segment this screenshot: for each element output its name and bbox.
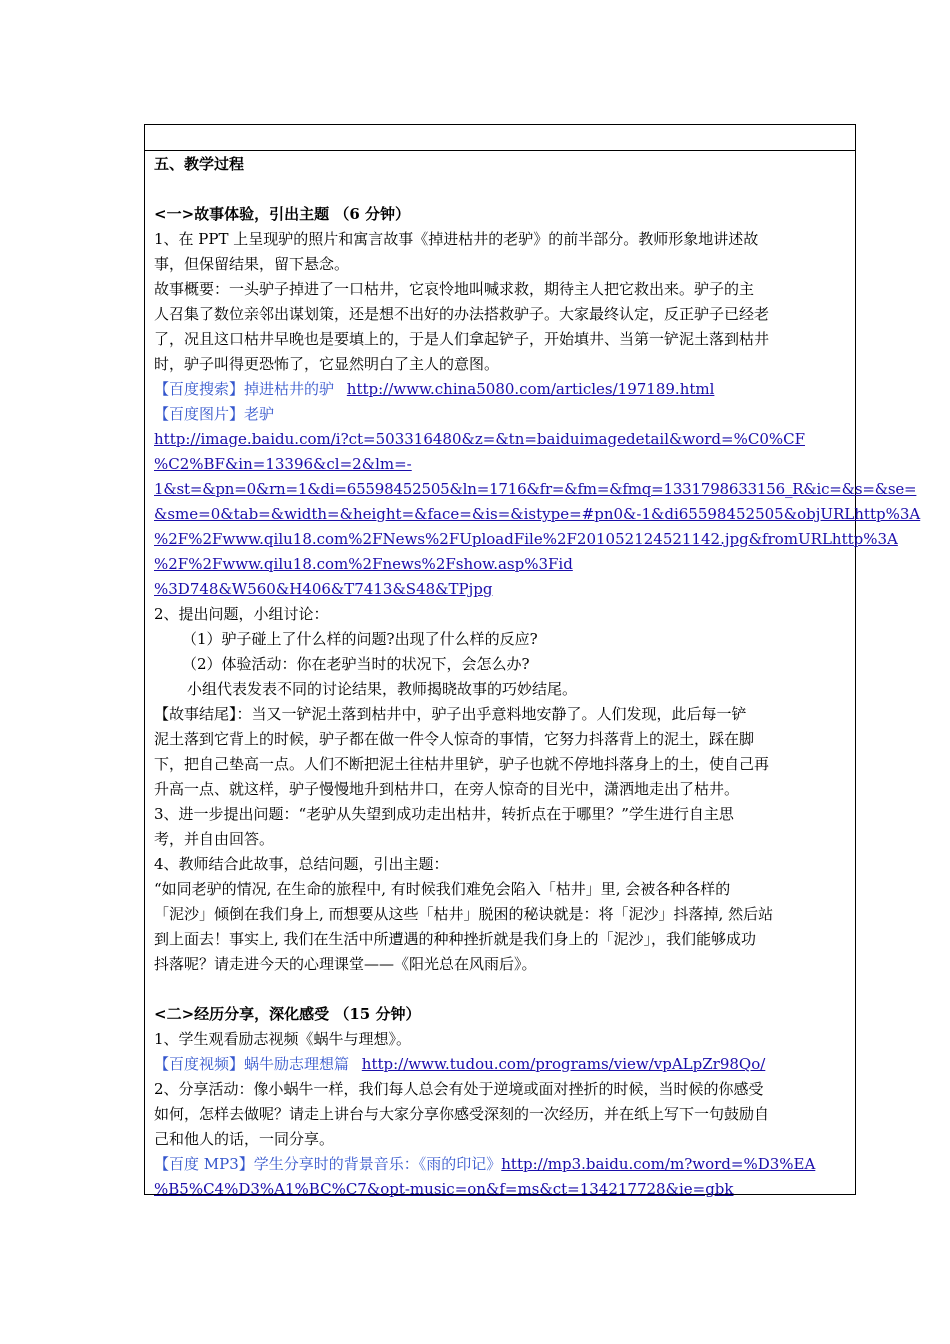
- part1-step4: 4、教师结合此故事，总结问题，引出主题：: [154, 855, 449, 873]
- quote-line3: 到上面去！事实上, 我们在生活中所遭遇的种种挫折就是我们身上的「泥沙」，我们能够成功: [154, 930, 757, 948]
- part1-step2: 2、提出问题，小组讨论：: [154, 605, 329, 623]
- baidu-mp3-tag: 【百度 MP3】学生分享时的背景音乐：《雨的印记》: [154, 1155, 502, 1173]
- story-ending-line3: 下，把自己垫高一点。人们不断把泥土往枯井里铲，驴子也就不停地抖落身上的土，使自己再: [154, 755, 770, 773]
- image-url-line5[interactable]: %2F%2Fwww.qilu18.com%2FNews%2FUploadFile%2F201052124521142.jpg&fromURLhttp%3A: [154, 530, 898, 548]
- baidu-video-tag: 【百度视频】蜗牛励志理想篇: [154, 1055, 350, 1073]
- section-title: 五、教学过程: [154, 155, 245, 173]
- quote-line2: 「泥沙」倾倒在我们身上, 而想要从这些「枯井」脱困的秘诀就是：将「泥沙」抖落掉, 然后站: [154, 905, 774, 923]
- image-url-line1[interactable]: http://image.baidu.com/i?ct=503316480&z=&tn=baiduimagedetail&word=%C0%CF: [154, 430, 805, 448]
- story-summary-line4: 时，驴子叫得更恐怖了，它显然明白了主人的意图。: [154, 355, 500, 373]
- baidu-image-tag: 【百度图片】老驴: [154, 405, 275, 423]
- image-url-line6[interactable]: %2F%2Fwww.qilu18.com%2Fnews%2Fshow.asp%3Fid: [154, 555, 573, 573]
- table-header-row: [145, 125, 855, 151]
- baidu-mp3-row: [154, 1154, 815, 1174]
- baidu-video-row: [154, 1054, 765, 1074]
- mp3-url-line2[interactable]: %B5%C4%D3%A1%BC%C7&opt-music=on&f=ms&ct=134217728&ie=gbk: [154, 1180, 734, 1198]
- part2-step2-line1: 2、分享活动：像小蜗牛一样，我们每人总会有处于逆境或面对挫折的时候，当时候的你感受: [154, 1080, 764, 1098]
- part2-step1: 1、学生观看励志视频《蜗牛与理想》。: [154, 1030, 412, 1048]
- mp3-url-line1[interactable]: http://mp3.baidu.com/m?word=%D3%EA: [501, 1155, 816, 1173]
- baidu-search-link[interactable]: http://www.china5080.com/articles/197189.html: [346, 380, 715, 398]
- quote-line1: “如同老驴的情况, 在生命的旅程中, 有时候我们难免会陷入「枯井」里, 会被各种各样的: [154, 880, 731, 898]
- story-summary-line2: 人召集了数位亲邻出谋划策，还是想不出好的办法搭救驴子。大家最终认定，反正驴子已经老: [154, 305, 770, 323]
- image-url-line3[interactable]: 1&st=&pn=0&rn=1&di=65598452505&ln=1716&fr=&fm=&fmq=1331798633156_R&ic=&s=&se=: [154, 480, 917, 498]
- story-summary-line3: 了，况且这口枯井早晚也是要填上的，于是人们拿起铲子，开始填井、当第一铲泥土落到枯井: [154, 330, 770, 348]
- story-ending-line1: 【故事结尾】：当又一铲泥土落到枯井中，驴子出乎意料地安静了。人们发现，此后每一铲: [154, 705, 747, 723]
- baidu-search-row: [154, 379, 714, 399]
- question-3: 小组代表发表不同的讨论结果，教师揭晓故事的巧妙结尾。: [187, 680, 578, 698]
- part1-step1-line2: 事，但保留结果，留下悬念。: [154, 255, 350, 273]
- lesson-table: [144, 124, 921, 1198]
- part1-step3-line2: 考，并自由回答。: [154, 830, 275, 848]
- story-ending-line4: 升高一点、就这样，驴子慢慢地升到枯井口，在旁人惊奇的目光中，潇洒地走出了枯井。: [154, 780, 740, 798]
- quote-line4: 抖落呢？请走进今天的心理课堂——《阳光总在风雨后》。: [154, 955, 537, 973]
- part1-heading: <一>故事体验，引出主题 （6 分钟）: [154, 205, 411, 223]
- part2-step2-line3: 己和他人的话，一同分享。: [154, 1130, 335, 1148]
- part2-step2-line2: 如何，怎样去做呢？请走上讲台与大家分享你感受深刻的一次经历，并在纸上写下一句鼓励自: [154, 1105, 770, 1123]
- part1-step3-line1: 3、进一步提出问题：“老驴从失望到成功走出枯井，转折点在于哪里？”学生进行自主思: [154, 805, 734, 823]
- baidu-video-link[interactable]: http://www.tudou.com/programs/view/vpALpZr98Qo/: [361, 1055, 766, 1073]
- story-ending-line2: 泥土落到它背上的时候，驴子都在做一件令人惊奇的事情，它努力抖落背上的泥土，踩在脚: [154, 730, 755, 748]
- part2-heading: <二>经历分享，深化感受 （15 分钟）: [154, 1005, 421, 1023]
- baidu-search-tag: 【百度搜索】掉进枯井的驴: [154, 380, 335, 398]
- image-url-line2[interactable]: %C2%BF&in=13396&cl=2&lm=-: [154, 455, 412, 473]
- question-1: （1）驴子碰上了什么样的问题?出现了什么样的反应?: [182, 630, 538, 648]
- image-url-line7[interactable]: %3D748&W560&H406&T7413&S48&TPjpg: [154, 580, 493, 598]
- part1-step1-line1: 1、在 PPT 上呈现驴的照片和寓言故事《掉进枯井的老驴》的前半部分。教师形象地讲述故: [154, 230, 759, 248]
- image-url-line4[interactable]: &sme=0&tab=&width=&height=&face=&is=&istype=#pn0&-1&di65598452505&objURLhttp%3A: [154, 505, 921, 523]
- question-2: （2）体验活动：你在老驴当时的状况下，会怎么办?: [182, 655, 530, 673]
- story-summary-line1: 故事概要：一头驴子掉进了一口枯井，它哀怜地叫喊求救，期待主人把它救出来。驴子的主: [154, 280, 755, 298]
